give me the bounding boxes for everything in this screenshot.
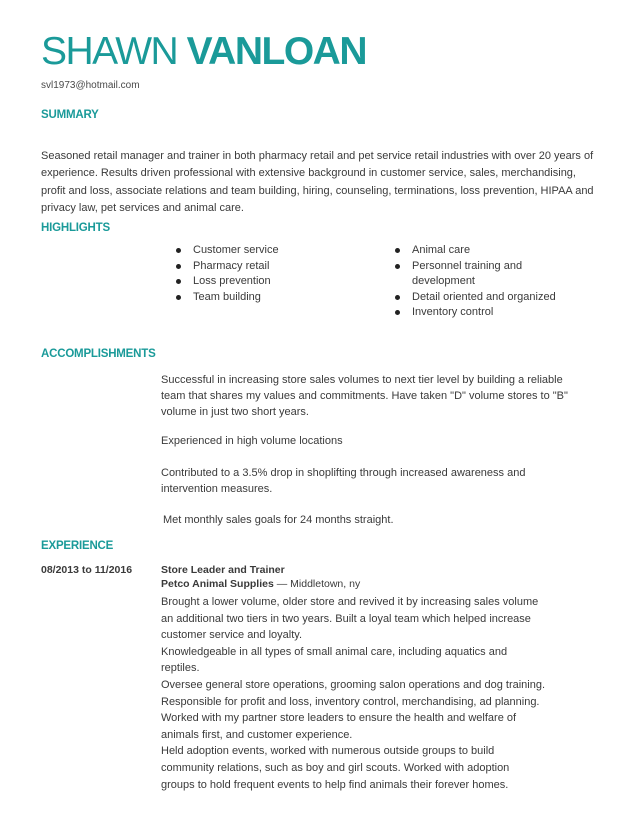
accomplishments-heading: ACCOMPLISHMENTS (41, 348, 156, 360)
job-duty-line: Responsible for profit and loss, inventory control, merchandising, ad planning. (161, 695, 540, 708)
list-item: Detail oriented and organized (392, 290, 592, 306)
job-duty-line: Oversee general store operations, grooming salon operations and dog training. (161, 678, 546, 691)
accomplishment-item: Successful in increasing store sales volumes to next tier level by building a reliable team that shares my values and commitments. Have taken "D" volume stores to "B" volume in just two short years. (161, 374, 568, 418)
job-duty-line: Worked with my partner store leaders to ensure the health and welfare of animals first, and customer experience. (161, 712, 517, 741)
job-duty-line: Knowledgeable in all types of small animal care, including aquatics and reptiles. (161, 645, 508, 675)
job-location: Middletown, ny (290, 578, 361, 590)
accomplishment-item: Experienced in high volume locations (161, 435, 343, 447)
company-separator: — (273, 578, 291, 590)
job-dates: 08/2013 to 11/2016 (41, 564, 133, 576)
list-item: Inventory control (392, 305, 592, 321)
first-name: SHAWN (41, 30, 178, 73)
job-description (161, 594, 601, 793)
highlights-left-list (173, 243, 363, 305)
job-duty-line: Held adoption events, worked with numerous outside groups to build community relations, such as boy and girl scouts. Worked with adoption groups to hold frequent events to help find animals their forever homes. (161, 745, 510, 791)
list-item: Animal care (392, 243, 592, 259)
highlights-right-list (392, 243, 592, 321)
summary-heading: SUMMARY (41, 109, 99, 121)
list-item: Loss prevention (173, 274, 363, 290)
company-name: Petco Animal Supplies (161, 578, 274, 590)
job-title: Store Leader and Trainer (161, 564, 285, 576)
email-address[interactable]: svl1973@hotmail.com (41, 80, 140, 91)
summary-text: Seasoned retail manager and trainer in both pharmacy retail and pet service retail industries with over 20 years of experience. Results driven professional with extensive background in customer service, sales, merchandising, profit and loss, associate relations and team building, hiring, counseling, terminations, loss prevention, HIPAA and privacy law, pet services and animal care. (41, 150, 594, 214)
experience-heading: EXPERIENCE (41, 540, 114, 552)
job-duty-line: Brought a lower volume, older store and revived it by increasing sales volume an additional two tiers in two years. Built a loyal team which helped increase customer service and loyalty. (161, 596, 539, 642)
accomplishment-item: Contributed to a 3.5% drop in shoplifting through increased awareness and intervention measures. (161, 467, 526, 495)
list-item: Pharmacy retail (173, 259, 363, 275)
last-name: VANLOAN (186, 30, 366, 73)
job-employer (161, 578, 360, 590)
list-item: Personnel training and development (392, 259, 542, 290)
list-item: Customer service (173, 243, 363, 259)
accomplishment-item: Met monthly sales goals for 24 months straight. (163, 514, 394, 526)
list-item: Team building (173, 290, 363, 306)
highlights-heading: HIGHLIGHTS (41, 222, 110, 234)
candidate-name (41, 30, 366, 74)
